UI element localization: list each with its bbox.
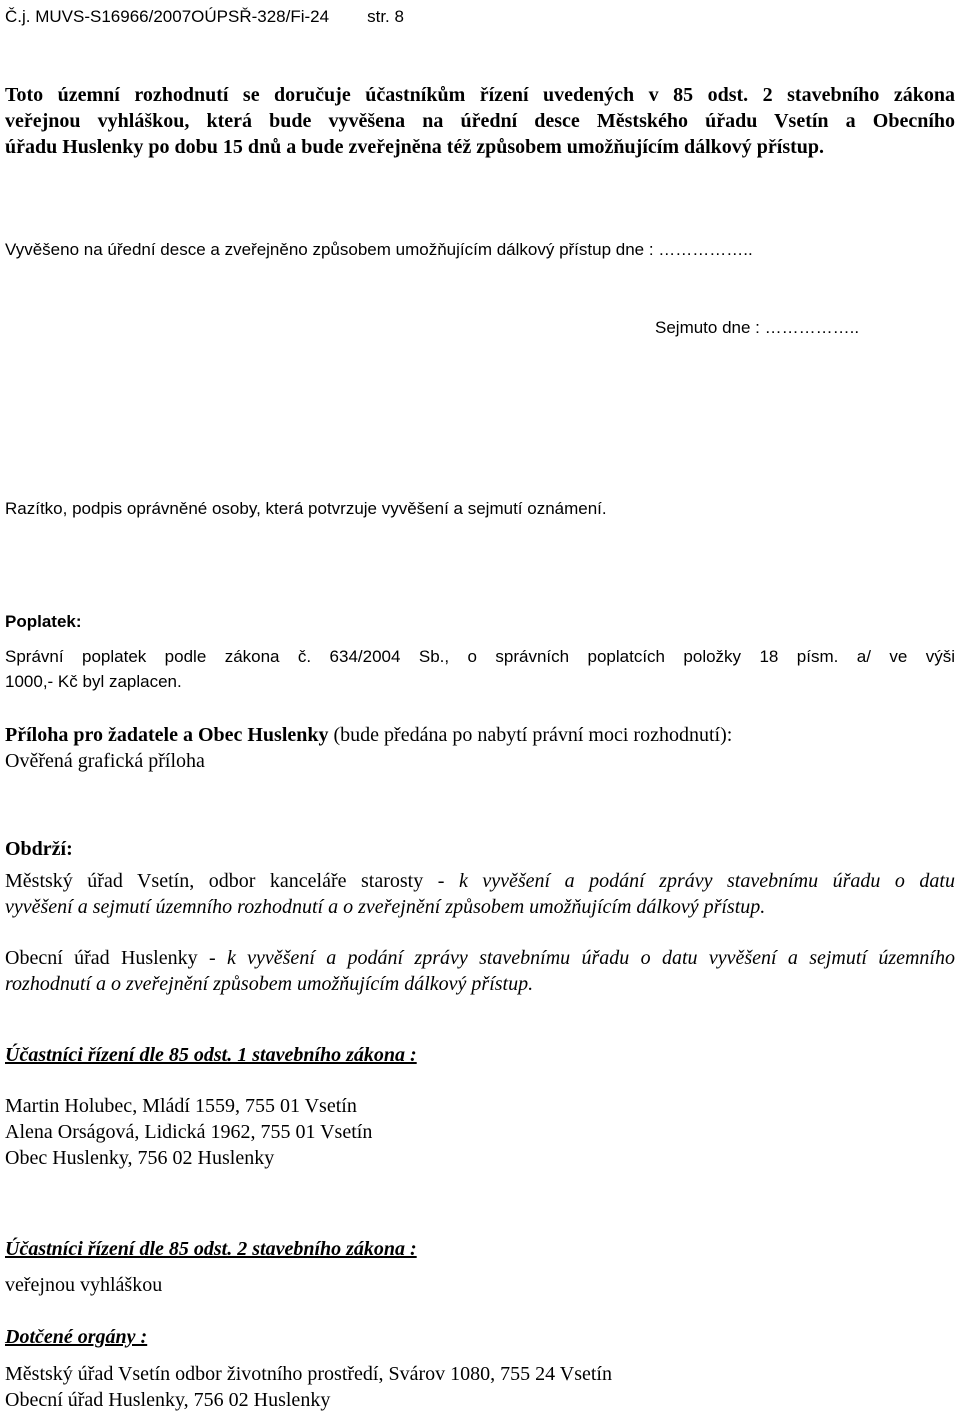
- removed-date-line: Sejmuto dne : ……………..: [655, 318, 860, 337]
- authorities-heading: Dotčené orgány :: [5, 1326, 148, 1348]
- participants-2-heading: Účastníci řízení dle 85 odst. 2 stavebního zákona :: [5, 1238, 417, 1260]
- list-item: Alena Orságová, Lidická 1962, 755 01 Vsetín: [5, 1121, 373, 1143]
- list-item: Obecní úřad Huslenky, 756 02 Huslenky: [5, 1389, 331, 1411]
- participants-2-section: [5, 1236, 955, 1262]
- delivery-notice: [5, 82, 955, 160]
- attachment-note: (bude předána po nabytí právní moci rozhodnutí):: [328, 724, 733, 746]
- delivery-line: úřadu Huslenky po dobu 15 dnů a bude zveřejněna též způsobem umožňujícím dálkový přístup.: [5, 136, 825, 158]
- fee-line: Správní poplatek podle zákona č. 634/2004 Sb., o správních poplatcích položky 18 písm. a/ ve výši: [5, 647, 955, 666]
- participants-2-item: veřejnou vyhláškou: [5, 1274, 163, 1296]
- reference-number: Č.j. MUVS-S16966/2007OÚPSŘ-328/Fi-24: [5, 7, 330, 26]
- delivery-line: Toto územní rozhodnutí se doručuje účastníkům řízení uvedených v 85 odst. 2 stavebního zákona: [5, 84, 955, 106]
- attachment-section: [5, 722, 955, 774]
- recipients-section: [5, 836, 955, 862]
- page-number: str. 8: [367, 7, 404, 26]
- stamp-signature-note: Razítko, podpis oprávněné osoby, která potvrzuje vyvěšení a sejmutí oznámení.: [5, 499, 607, 518]
- delivery-line: veřejnou vyhláškou, která bude vyvěšena na úřední desce Městského úřadu Vsetín a Obecního: [5, 110, 955, 132]
- recipients-heading: Obdrží:: [5, 838, 73, 860]
- list-item: Městský úřad Vsetín odbor životního prostředí, Svárov 1080, 755 24 Vsetín: [5, 1363, 612, 1385]
- posted-date-line: Vyvěšeno na úřední desce a zveřejněno způsobem umožňujícím dálkový přístup dne : ……………..: [5, 240, 753, 259]
- recipient-item: Městský úřad Vsetín, odbor kanceláře starosty - k vyvěšení a podání zprávy stavebnímu úřadu o datu vyvěšení a sejmutí územního rozhodnutí a o zveřejnění způsobem umožňujícím dálkový přístup.: [5, 870, 955, 918]
- attachment-heading: Příloha pro žadatele a Obec Huslenky: [5, 724, 329, 746]
- list-item: Martin Holubec, Mládí 1559, 755 01 Vsetín: [5, 1095, 357, 1117]
- fee-heading: Poplatek:: [5, 612, 82, 631]
- participants-1-section: [5, 1042, 955, 1068]
- authorities-section: [5, 1324, 955, 1350]
- participants-1-list: [5, 1093, 955, 1171]
- page-header: [5, 6, 404, 28]
- list-item: Obec Huslenky, 756 02 Huslenky: [5, 1147, 275, 1169]
- attachment-item: Ověřená grafická příloha: [5, 750, 205, 772]
- fee-line: 1000,- Kč byl zaplacen.: [5, 672, 182, 691]
- authorities-list: [5, 1361, 955, 1413]
- fee-text: [5, 644, 955, 694]
- fee-section: [5, 610, 955, 634]
- participants-1-heading: Účastníci řízení dle 85 odst. 1 stavebního zákona :: [5, 1044, 417, 1066]
- recipient-item: Obecní úřad Huslenky - k vyvěšení a podání zprávy stavebnímu úřadu o datu vyvěšení a sejmutí územního rozhodnutí a o zveřejnění způsobem umožňujícím dálkový přístup.: [5, 947, 955, 995]
